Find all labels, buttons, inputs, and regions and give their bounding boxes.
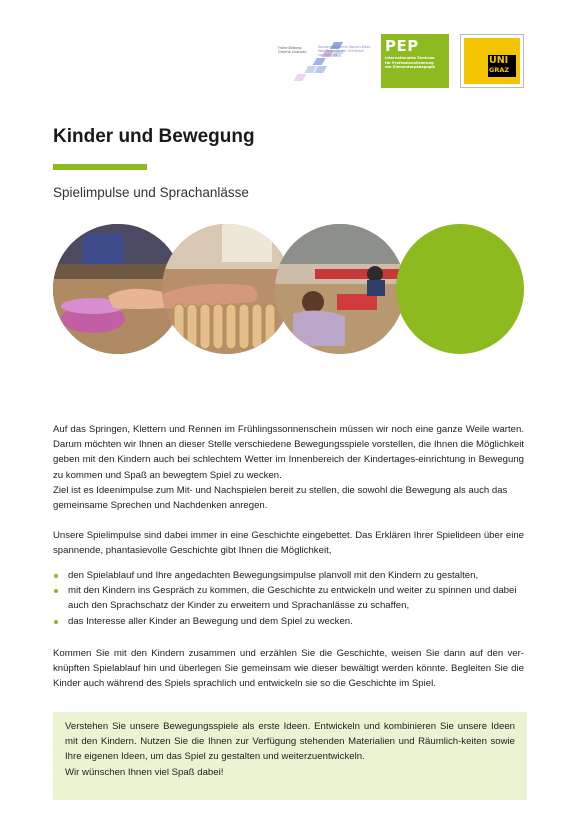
story-paragraph: Unsere Spielimpulse sind dabei immer in eine Geschichte eingebettet. Das Erklären Ihrer Spielideen über eine spannende, phantasievolle Geschichte gibt Ihnen die Möglichkeit, [53,530,524,557]
pep-logo-text: Internationales Zentrum für Professionalisierung der Elementarpädagogik [385,56,436,70]
list-item: mit den Kindern ins Gespräch zu kommen, die Geschichte zu entwickeln und weiter zu spinnen und dabei auch den Sprachschatz der Kinder zu erweitern und Sprachanlässe zu schaffen, [53,583,524,613]
pep-logo [381,34,449,88]
fruehe-bildung-text: Frühe Bildung Gleiche Chancen [278,46,307,55]
sprach-kitas-text: Sonderprogramm Sprach-Kitas Weil Sprache der Schlüssel zur Welt ist [318,45,371,58]
uni-graz-logo: UNI GRAZ [460,34,524,88]
list-item: den Spielablauf und Ihre angedachten Bewegungsimpulse planvoll mit den Kindern zu gestalten, [53,568,524,583]
pep-logo-abbr: PEP [385,37,419,55]
tip-wish: Wir wünschen Ihnen viel Spaß dabei! [65,766,224,778]
tip-box [53,712,527,800]
photo-circle-children [275,224,405,354]
intro-text-2: Ziel ist es Ideenimpulse zum Mit- und Nachspielen bereit zu stellen, die sowohl die Bewegung als auch das gemeinsame Sprechen und Nachdenken anregen. [53,484,508,512]
page-subtitle: Spielimpulse und Sprachanlässe [53,185,249,200]
intro-text-1: Auf das Springen, Klettern und Rennen im Frühlingssonnenschein müssen wir noch eine ganze Weile warten. Darum möchten wir Ihnen an dieser Stelle verschiedene Bewegungsspiele vorstellen, die Ihnen die Möglichkeit geben mit den Kindern auch bei schlechtem Wetter im Innenbereich der Kindertages-einrichtung in Bewegung zu kommen und Spaß an bewegtem Spiel zu wecken. [53,424,524,481]
tip-text: Verstehen Sie unsere Bewegungsspiele als erste Ideen. Entwickeln und kombinieren Sie unsere Ideen mit den Kindern. Nutzen Sie die Ihnen zur Verfügung stehenden Materialien und Räumlich-keiten sowie Ihre eigenen Ideen, um das Spiel zu gestalten und weiterzuentwickeln. [65,721,515,763]
photo-circle-rolls [162,224,292,354]
fruehe-bildung-logo [278,38,374,84]
list-item: das Interesse aller Kinder an Bewegung und dem Spiel zu wecken. [53,614,524,629]
title-accent-bar [53,164,147,170]
intro-paragraph [53,422,524,513]
green-decorative-circle [396,224,524,354]
page-title: Kinder und Bewegung [53,126,255,147]
bullet-list [53,568,524,629]
closing-paragraph: Kommen Sie mit den Kindern zusammen und erzählen Sie die Geschichte, weisen Sie dann auf den ver-knüpften Spielablauf hin und überlegen Sie gemeinsam wie dieser bewältigt werden könnte. Begleiten Sie die Kinder auch während des Spiels sprachlich und entwickeln sie so die Geschichte im Spiel. [53,648,524,690]
